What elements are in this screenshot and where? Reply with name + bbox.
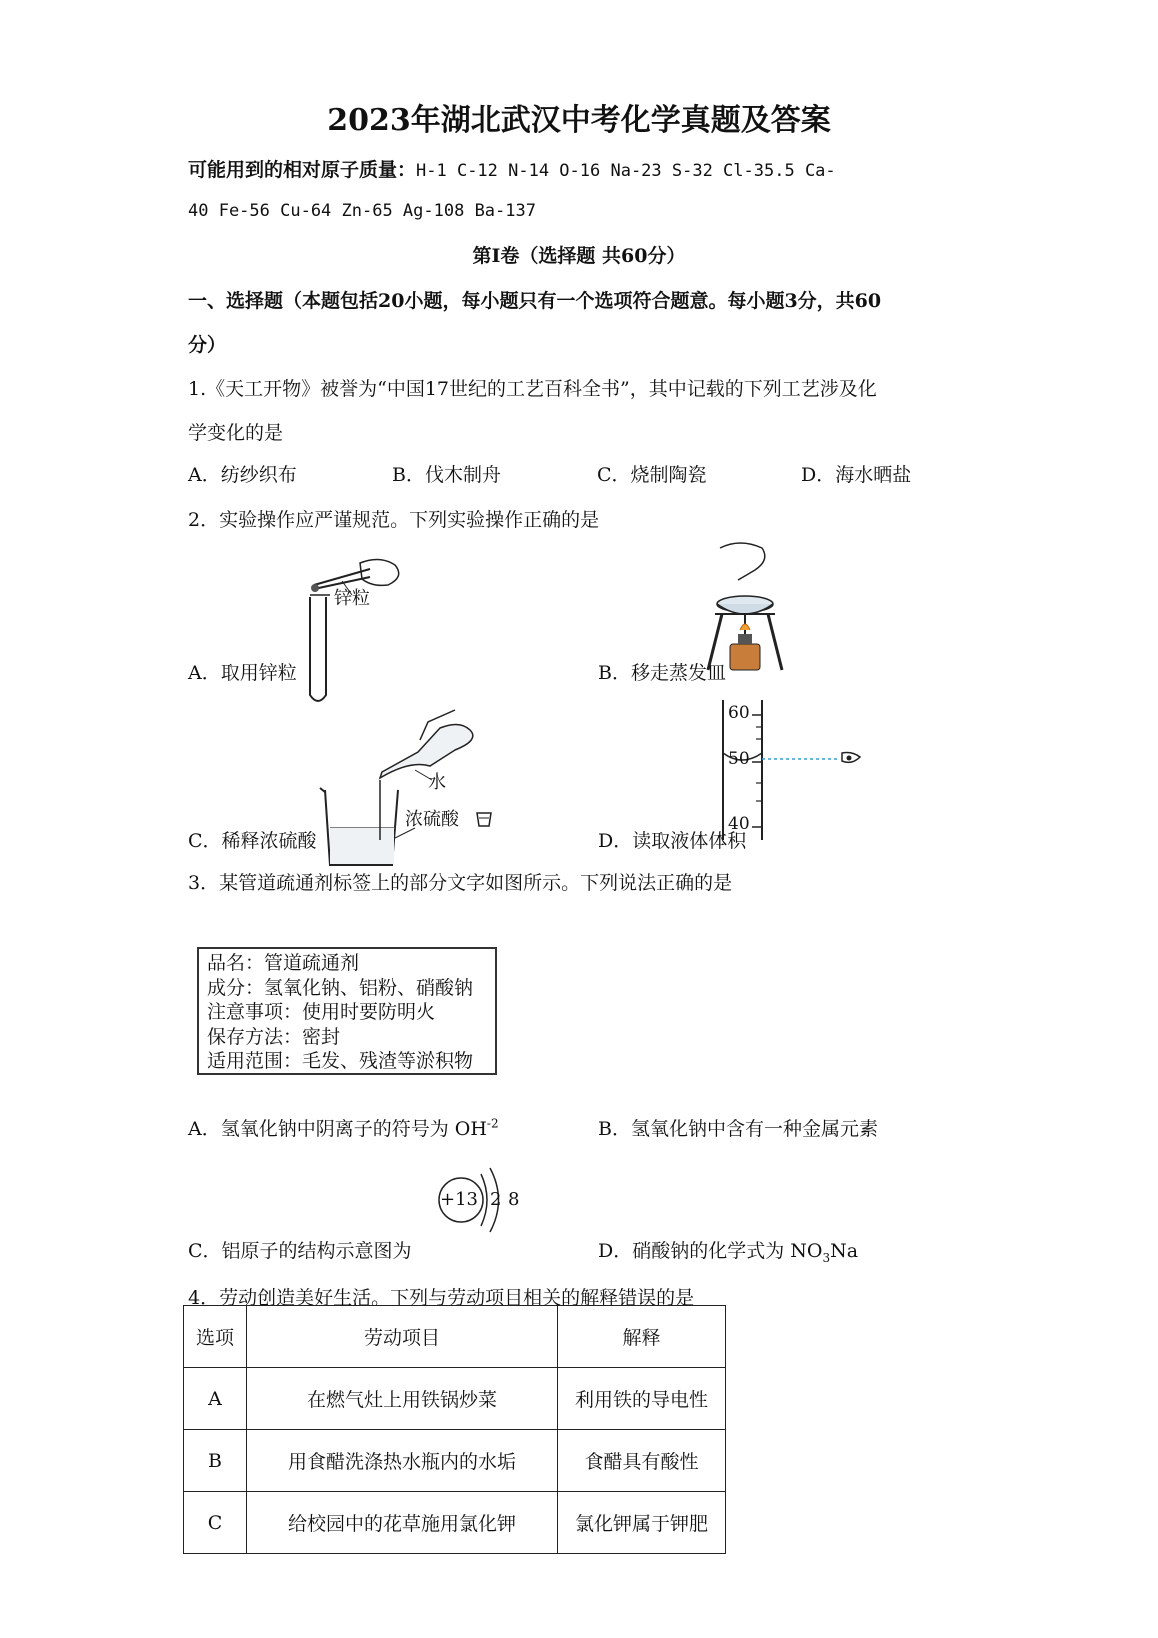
label-line: 注意事项：使用时要防明火 bbox=[207, 1001, 436, 1023]
product-label-box bbox=[197, 947, 497, 1075]
q1-stem-line1: 1.《天工开物》被誉为“中国17世纪的工艺百科全书”，其中记载的下列工艺涉及化 bbox=[188, 378, 877, 400]
q1-option-b: B．伐木制舟 bbox=[392, 464, 501, 486]
atom-shell-1: 2 bbox=[490, 1189, 502, 1210]
q4-stem: 4．劳动创造美好生活。下列与劳动项目相关的解释错误的是 bbox=[188, 1287, 695, 1309]
table-cell: 氯化钾属于钾肥 bbox=[558, 1492, 726, 1554]
q3-option-d bbox=[598, 1236, 858, 1265]
cyl-50-label: 50 bbox=[728, 749, 750, 769]
zinc-label: 锌粒 bbox=[334, 588, 370, 609]
table-cell: 在燃气灶上用铁锅炒菜 bbox=[247, 1368, 558, 1430]
q1-stem-line2: 学变化的是 bbox=[188, 422, 284, 444]
table-header-row bbox=[184, 1306, 726, 1368]
q2-option-b: B．移走蒸发皿 bbox=[598, 662, 726, 684]
atomic-mass-values-1: H-1 C-12 N-14 O-16 Na-23 S-32 Cl-35.5 Ca- bbox=[416, 161, 836, 181]
q1-option-a: A．纺纱织布 bbox=[188, 464, 297, 486]
atomic-mass-line1 bbox=[188, 155, 836, 182]
section-header: 第Ⅰ卷（选择题 共60分） bbox=[472, 245, 686, 267]
q3-option-a-text: A．氢氧化钠中阴离子的符号为 OH bbox=[188, 1118, 487, 1140]
table-cell: C bbox=[184, 1492, 247, 1554]
label-line: 适用范围：毛发、残渣等淤积物 bbox=[207, 1050, 474, 1072]
table-cell: 利用铁的导电性 bbox=[558, 1368, 726, 1430]
q3-stem: 3．某管道疏通剂标签上的部分文字如图所示。下列说法正确的是 bbox=[188, 872, 733, 894]
col-header: 解释 bbox=[558, 1306, 726, 1368]
col-header: 选项 bbox=[184, 1306, 247, 1368]
q4-table bbox=[183, 1305, 726, 1554]
q3-option-c: C．铝原子的结构示意图为 bbox=[188, 1240, 412, 1262]
cyl-40-label: 40 bbox=[728, 814, 750, 834]
q3-option-a bbox=[188, 1114, 499, 1141]
table-row bbox=[184, 1492, 726, 1554]
q3-option-b: B．氢氧化钠中含有一种金属元素 bbox=[598, 1118, 878, 1140]
label-line: 保存方法：密封 bbox=[207, 1025, 341, 1048]
col-header: 劳动项目 bbox=[247, 1306, 558, 1368]
table-row bbox=[184, 1368, 726, 1430]
atomic-mass-label: 可能用到的相对原子质量： bbox=[188, 159, 417, 181]
q1-option-c: C．烧制陶瓷 bbox=[597, 464, 707, 486]
acid-label: 浓硫酸 bbox=[405, 809, 459, 830]
part1-instructions-line2: 分） bbox=[188, 334, 227, 356]
q1-option-d: D．海水晒盐 bbox=[801, 464, 912, 486]
bottle-icon bbox=[475, 810, 493, 828]
label-line: 成分：氢氧化钠、铝粉、硝酸钠 bbox=[207, 976, 474, 999]
table-cell: 给校园中的花草施用氯化钾 bbox=[247, 1492, 558, 1554]
atom-shell-2: 8 bbox=[508, 1189, 520, 1210]
table-cell: 用食醋洗涤热水瓶内的水垢 bbox=[247, 1430, 558, 1492]
water-label: 水 bbox=[428, 772, 446, 793]
part1-instructions-line1: 一、选择题（本题包括20小题，每小题只有一个选项符合题意。每小题3分，共60 bbox=[188, 290, 882, 312]
q3-option-a-sup: -2 bbox=[486, 1116, 499, 1131]
zinc-tweezers-figure bbox=[300, 555, 410, 705]
table-row bbox=[184, 1430, 726, 1492]
table-cell: A bbox=[184, 1368, 247, 1430]
label-line: 品名：管道疏通剂 bbox=[207, 952, 360, 974]
atom-nucleus: +13 bbox=[440, 1189, 478, 1210]
page-title: 2023年湖北武汉中考化学真题及答案 bbox=[327, 103, 831, 138]
q2-option-d: D．读取液体体积 bbox=[598, 830, 747, 852]
q2-option-a: A．取用锌粒 bbox=[188, 662, 297, 684]
dilute-acid-figure bbox=[320, 720, 495, 870]
q3-option-d-pre: D．硝酸钠的化学式为 NO bbox=[598, 1240, 823, 1262]
cyl-60-label: 60 bbox=[728, 703, 750, 723]
q3-option-d-sub: 3 bbox=[822, 1250, 831, 1265]
atomic-mass-line2: 40 Fe-56 Cu-64 Zn-65 Ag-108 Ba-137 bbox=[188, 201, 536, 221]
table-cell: B bbox=[184, 1430, 247, 1492]
q3-option-d-post: Na bbox=[830, 1240, 859, 1262]
q2-stem: 2．实验操作应严谨规范。下列实验操作正确的是 bbox=[188, 509, 600, 531]
q2-option-c: C．稀释浓硫酸 bbox=[188, 830, 317, 852]
table-cell: 食醋具有酸性 bbox=[558, 1430, 726, 1492]
